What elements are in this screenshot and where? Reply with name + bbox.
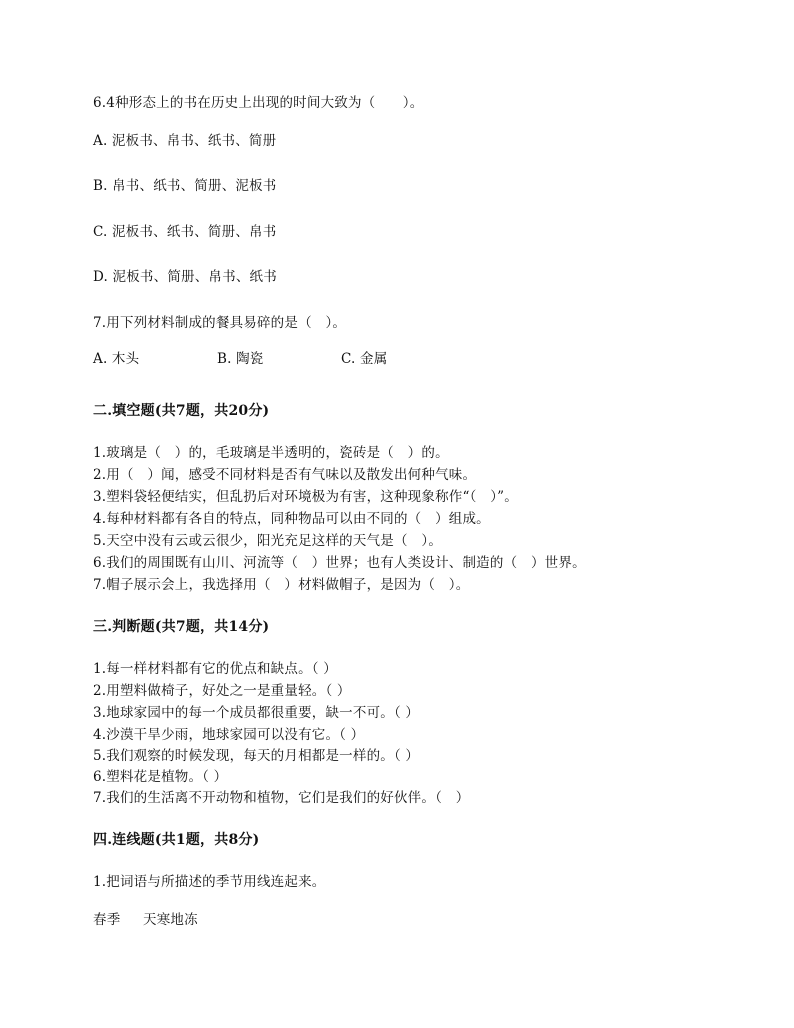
section-2-item-1: 1.玻璃是（ ）的，毛玻璃是半透明的，瓷砖是（ ）的。 xyxy=(93,445,449,461)
question-7-option-a: A. 木头 xyxy=(93,351,140,367)
section-3-item-7: 7.我们的生活离不开动物和植物，它们是我们的好伙伴。（ ） xyxy=(93,790,470,806)
section-3-heading: 三.判断题(共7题，共14分) xyxy=(93,619,270,635)
question-7-option-b: B. 陶瓷 xyxy=(217,351,264,367)
section-2-item-6: 6.我们的周围既有山川、河流等（ ）世界；也有人类设计、制造的（ ）世界。 xyxy=(93,555,586,571)
question-7-stem: 7.用下列材料制成的餐具易碎的是（ ）。 xyxy=(93,315,347,331)
section-2-item-7: 7.帽子展示会上，我选择用（ ）材料做帽子，是因为（ ）。 xyxy=(93,577,470,593)
matching-description-label: 天寒地冻 xyxy=(143,912,198,928)
question-7-option-c: C. 金属 xyxy=(341,351,388,367)
section-3-item-4: 4.沙漠干旱少雨，地球家园可以没有它。（ ） xyxy=(93,727,365,743)
section-2-heading: 二.填空题(共7题，共20分) xyxy=(93,403,270,419)
section-2-item-4: 4.每种材料都有各自的特点，同种物品可以由不同的（ ）组成。 xyxy=(93,511,490,527)
section-3-item-3: 3.地球家园中的每一个成员都很重要，缺一不可。（ ） xyxy=(93,705,420,721)
question-7-options xyxy=(93,350,413,368)
section-2-item-5: 5.天空中没有云或云很少，阳光充足这样的天气是（ ）。 xyxy=(93,533,443,549)
section-3-item-1: 1.每一样材料都有它的优点和缺点。（ ） xyxy=(93,661,337,677)
matching-row xyxy=(93,911,293,929)
section-4-heading: 四.连线题(共1题，共8分) xyxy=(93,832,260,848)
question-6-option-b: B. 帛书、纸书、简册、泥板书 xyxy=(93,178,277,194)
section-3-item-2: 2.用塑料做椅子，好处之一是重量轻。（ ） xyxy=(93,683,351,699)
matching-season-label: 春季 xyxy=(93,912,121,928)
section-4-item-1: 1.把词语与所描述的季节用线连起来。 xyxy=(93,874,326,890)
question-6-option-d: D. 泥板书、简册、帛书、纸书 xyxy=(93,269,277,285)
question-6-option-c: C. 泥板书、纸书、简册、帛书 xyxy=(93,224,277,240)
question-6-stem: 6.4种形态上的书在历史上出现的时间大致为（ ）。 xyxy=(93,95,424,111)
question-6-option-a: A. 泥板书、帛书、纸书、简册 xyxy=(93,133,277,149)
section-2-item-2: 2.用（ ）闻，感受不同材料是否有气味以及散发出何种气味。 xyxy=(93,467,477,483)
section-3-item-6: 6.塑料花是植物。（ ） xyxy=(93,769,228,785)
section-3-item-5: 5.我们观察的时候发现，每天的月相都是一样的。（ ） xyxy=(93,748,420,764)
section-2-item-3: 3.塑料袋轻便结实，但乱扔后对环境极为有害，这种现象称作“（ ）”。 xyxy=(93,489,518,505)
